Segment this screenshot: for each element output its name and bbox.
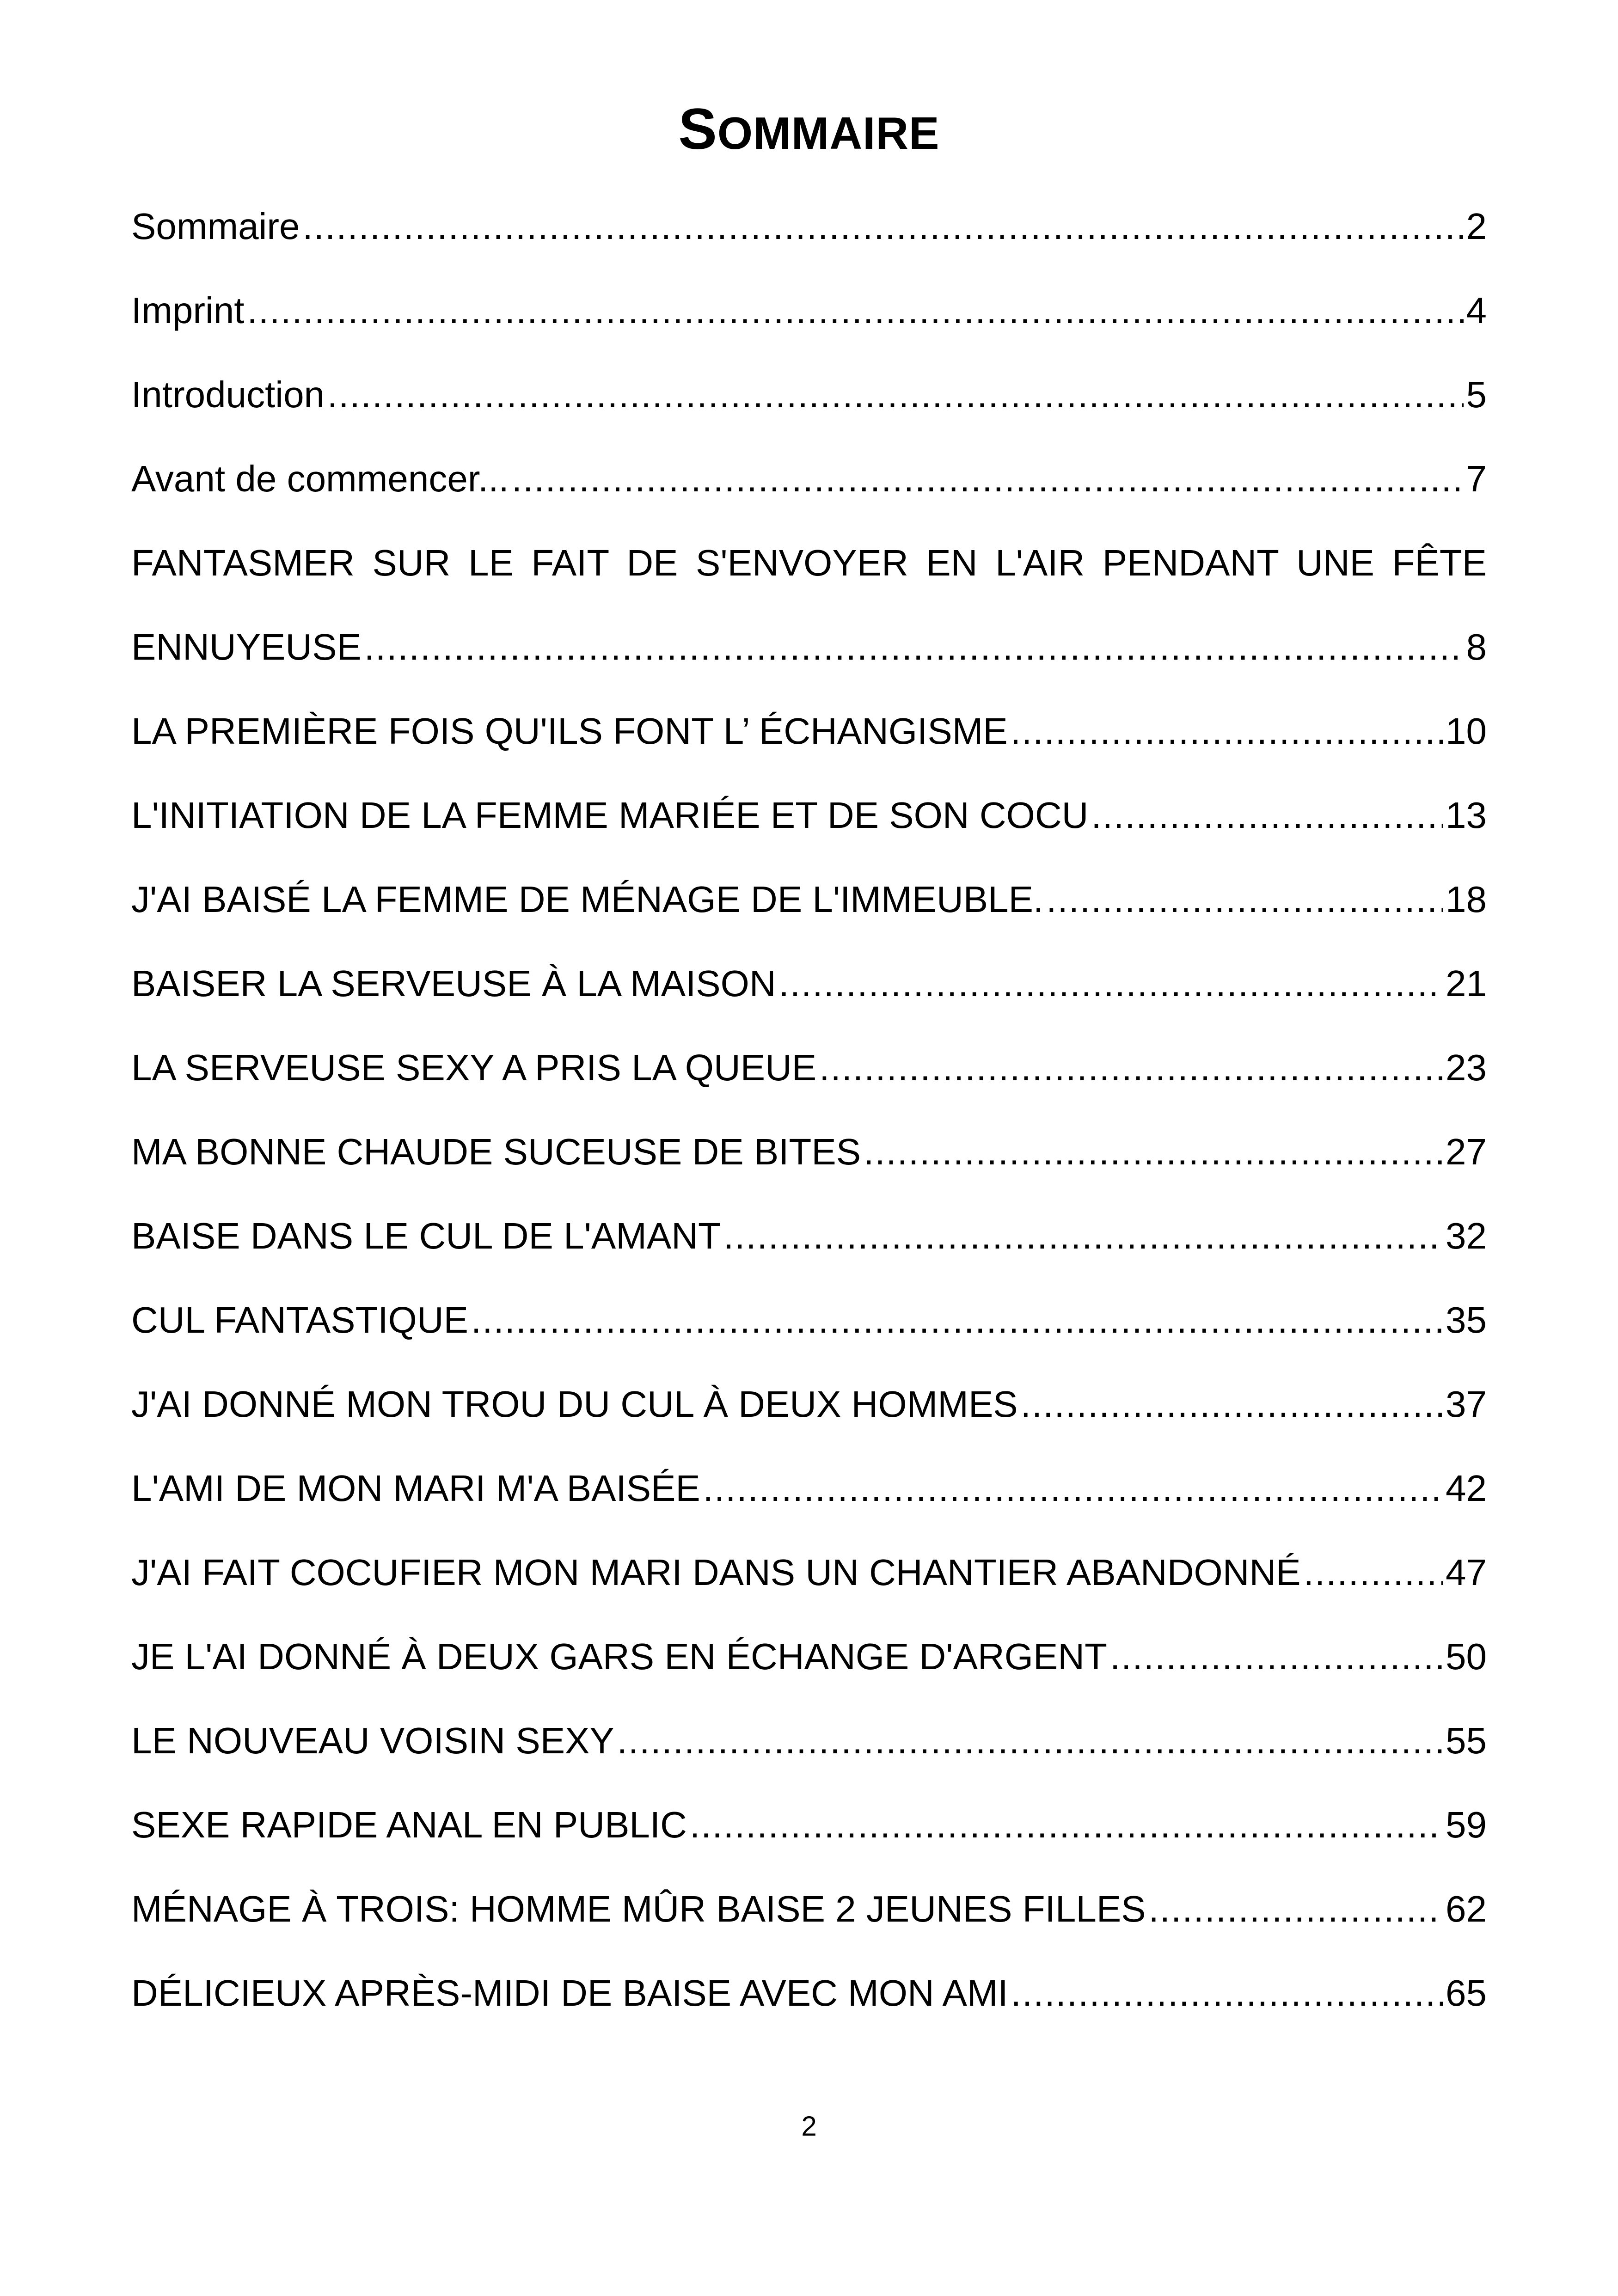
toc-leader-dots — [779, 961, 1443, 1007]
toc-entry-premiere-fois[interactable] — [131, 708, 1487, 754]
toc-entry-page: 62 — [1446, 1888, 1487, 1929]
title-first-letter: S — [678, 97, 717, 161]
toc-entry-title: Sommaire — [131, 206, 300, 247]
toc-entry-femme-de-menage[interactable] — [131, 876, 1487, 923]
toc-entry-bonne-chaude[interactable] — [131, 1129, 1487, 1175]
toc-entry-nouveau-voisin[interactable] — [131, 1718, 1487, 1764]
toc-entry-title: DÉLICIEUX APRÈS-MIDI DE BAISE AVEC MON AMI — [131, 1972, 1008, 2014]
toc-entry-page: 37 — [1446, 1384, 1487, 1425]
toc-leader-dots — [617, 1718, 1443, 1764]
toc-entry-page: 18 — [1446, 879, 1487, 920]
toc-entry-title: MA BONNE CHAUDE SUCEUSE DE BITES — [131, 1131, 861, 1172]
toc-entry-title: BAISER LA SERVEUSE À LA MAISON — [131, 963, 776, 1004]
toc-entry-title: MÉNAGE À TROIS: HOMME MÛR BAISE 2 JEUNES FILLES — [131, 1888, 1146, 1929]
toc-entry-page: 10 — [1446, 710, 1487, 752]
toc-entry-page: 13 — [1446, 795, 1487, 836]
toc-entry-title: CUL FANTASTIQUE — [131, 1299, 468, 1341]
toc-entry-menage-a-trois[interactable] — [131, 1886, 1487, 1932]
toc-entry-cul-fantastique[interactable] — [131, 1297, 1487, 1343]
toc-entry-imprint[interactable] — [131, 288, 1487, 334]
toc-entry-page: 42 — [1446, 1468, 1487, 1509]
toc-entry-page: 21 — [1446, 963, 1487, 1004]
toc-entry-avant-de-commencer[interactable] — [131, 456, 1487, 502]
toc-entry-title: BAISE DANS LE CUL DE L'AMANT — [131, 1215, 721, 1256]
toc-leader-dots — [1021, 1381, 1443, 1427]
toc-leader-dots — [364, 624, 1464, 670]
toc-leader-dots — [471, 1297, 1443, 1343]
toc-entry-sommaire[interactable] — [131, 203, 1487, 250]
toc-leader-dots — [703, 1465, 1443, 1512]
toc-leader-dots — [247, 288, 1464, 334]
toc-leader-dots — [864, 1129, 1443, 1175]
toc-entry-page: 8 — [1466, 626, 1487, 667]
toc-entry-title: Introduction — [131, 374, 325, 415]
toc-leader-dots — [1011, 1970, 1443, 2016]
toc-entry-deux-gars[interactable] — [131, 1634, 1487, 1680]
toc-entry-title: J'AI DONNÉ MON TROU DU CUL À DEUX HOMMES — [131, 1384, 1018, 1425]
toc-entry-introduction[interactable] — [131, 372, 1487, 418]
toc-leader-dots — [1110, 1634, 1443, 1680]
toc-entry-title: L'INITIATION DE LA FEMME MARIÉE ET DE SON COCU — [131, 795, 1089, 836]
toc-entry-amant[interactable] — [131, 1213, 1487, 1259]
toc-entry-page: 55 — [1446, 1720, 1487, 1761]
toc-leader-dots — [723, 1213, 1443, 1259]
toc-entry-deux-hommes[interactable] — [131, 1381, 1487, 1427]
toc-leader-dots — [512, 456, 1464, 502]
toc-entry-page: 47 — [1446, 1552, 1487, 1593]
toc-entry-ami-du-mari[interactable] — [131, 1465, 1487, 1512]
toc-entry-title: LA PREMIÈRE FOIS QU'ILS FONT L’ ÉCHANGISME — [131, 710, 1008, 752]
toc-entry-page: 65 — [1446, 1972, 1487, 2014]
toc-entry-title-line1: FANTASMER SUR LE FAIT DE S'ENVOYER EN L'AIR PENDANT UNE FÊTE — [131, 542, 1487, 583]
toc-entry-page: 2 — [1466, 206, 1487, 247]
toc-entry-sexe-rapide[interactable] — [131, 1802, 1487, 1848]
toc-entry-initiation[interactable] — [131, 792, 1487, 839]
title-rest: OMMAIRE — [717, 108, 940, 159]
toc-entry-title: J'AI FAIT COCUFIER MON MARI DANS UN CHANTIER ABANDONNÉ — [131, 1552, 1301, 1593]
toc-entry-serveuse-sexy[interactable] — [131, 1045, 1487, 1091]
toc-entry-title: ENNUYEUSE — [131, 626, 362, 667]
toc-entry-page: 27 — [1446, 1131, 1487, 1172]
toc-entry-page: 7 — [1466, 458, 1487, 499]
toc-leader-dots — [303, 203, 1464, 250]
page-title — [0, 92, 1618, 170]
toc-entry-page: 5 — [1466, 374, 1487, 415]
toc-entry-title: LE NOUVEAU VOISIN SEXY — [131, 1720, 614, 1761]
toc-entry-page: 23 — [1446, 1047, 1487, 1088]
toc-entry-title: JE L'AI DONNÉ À DEUX GARS EN ÉCHANGE D'ARGENT — [131, 1636, 1107, 1677]
toc-entry-title: SEXE RAPIDE ANAL EN PUBLIC — [131, 1804, 687, 1845]
toc-entry-page: 32 — [1446, 1215, 1487, 1256]
toc-leader-dots — [1304, 1549, 1443, 1596]
toc-leader-dots — [1046, 876, 1443, 923]
toc-entry-title: Imprint — [131, 290, 245, 331]
toc-entry-page: 50 — [1446, 1636, 1487, 1677]
toc-leader-dots — [1091, 792, 1443, 839]
toc-leader-dots — [819, 1045, 1443, 1091]
toc-leader-dots — [327, 372, 1463, 418]
page-number: 2 — [801, 2111, 817, 2142]
toc-leader-dots — [690, 1802, 1443, 1848]
toc-entry-serveuse-maison[interactable] — [131, 961, 1487, 1007]
toc-entry-page: 35 — [1446, 1299, 1487, 1341]
toc-entry-title: Avant de commencer... — [131, 458, 509, 499]
toc-entry-fantasmer[interactable] — [131, 540, 1487, 670]
toc-entry-apres-midi[interactable] — [131, 1970, 1487, 2016]
toc-entry-title: LA SERVEUSE SEXY A PRIS LA QUEUE — [131, 1047, 817, 1088]
toc-entry-page: 4 — [1466, 290, 1487, 331]
toc-entry-chantier[interactable] — [131, 1549, 1487, 1596]
toc-entry-title: L'AMI DE MON MARI M'A BAISÉE — [131, 1468, 700, 1509]
toc-leader-dots — [1011, 708, 1443, 754]
toc-entry-page: 59 — [1446, 1804, 1487, 1845]
toc-leader-dots — [1149, 1886, 1443, 1932]
toc-entry-title: J'AI BAISÉ LA FEMME DE MÉNAGE DE L'IMMEUBLE. — [131, 879, 1044, 920]
